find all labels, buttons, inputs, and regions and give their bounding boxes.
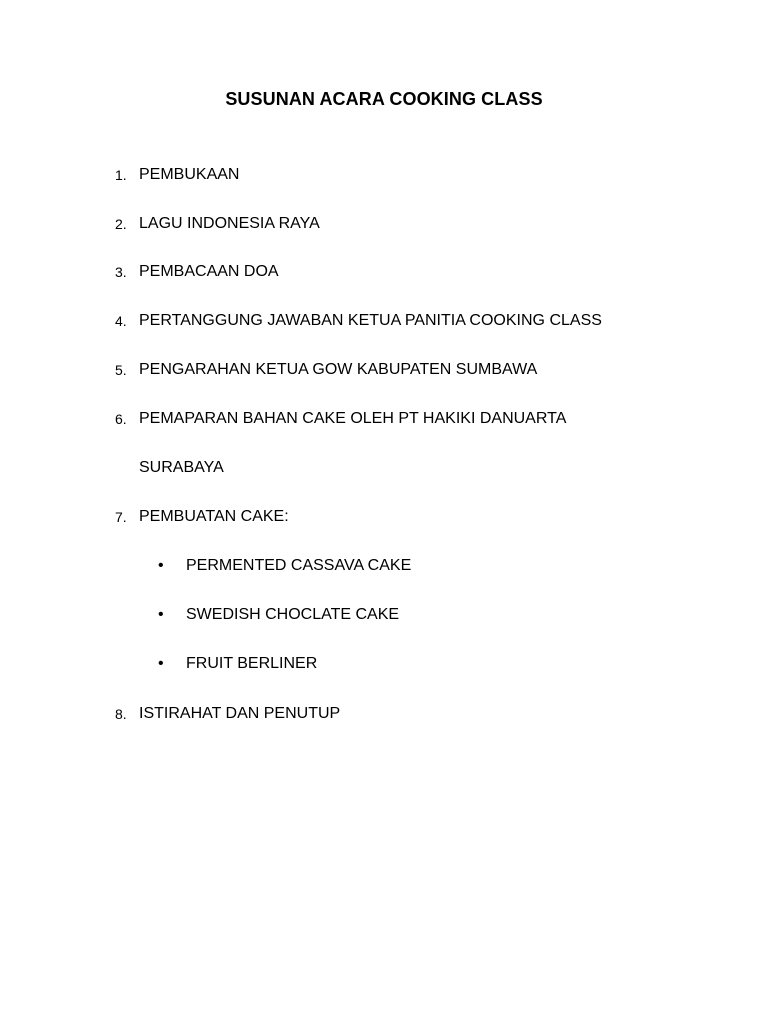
list-item (0, 213, 768, 235)
list-item (0, 164, 768, 186)
sub-list-item (0, 555, 768, 577)
list-item (0, 408, 768, 430)
item-text-continuation: SURABAYA (139, 459, 224, 476)
item-text: PEMBACAAN DOA (139, 263, 279, 280)
item-text: PENGARAHAN KETUA GOW KABUPATEN SUMBAWA (139, 361, 538, 378)
sub-item-text: SWEDISH CHOCLATE CAKE (186, 606, 400, 623)
item-number: 1. (115, 167, 127, 183)
item-text: PEMBUKAAN (139, 166, 240, 183)
item-number: 8. (115, 706, 127, 722)
bullet-icon: • (158, 557, 164, 574)
item-text: ISTIRAHAT DAN PENUTUP (139, 705, 341, 722)
sub-item-text: FRUIT BERLINER (186, 655, 318, 672)
document-title: SUSUNAN ACARA COOKING CLASS (225, 89, 543, 109)
list-item (0, 703, 768, 725)
bullet-icon: • (158, 655, 164, 672)
sub-item-text: PERMENTED CASSAVA CAKE (186, 557, 412, 574)
bullet-icon: • (158, 606, 164, 623)
sub-list-item (0, 653, 768, 675)
list-item (0, 261, 768, 283)
item-number: 3. (115, 264, 127, 280)
item-text: PEMAPARAN BAHAN CAKE OLEH PT HAKIKI DANUARTA (139, 410, 567, 427)
item-number: 4. (115, 313, 127, 329)
item-text: PEMBUATAN CAKE: (139, 508, 289, 525)
list-item-continuation (0, 457, 768, 479)
sub-list-item (0, 604, 768, 626)
item-text: LAGU INDONESIA RAYA (139, 215, 320, 232)
item-number: 6. (115, 411, 127, 427)
list-item (0, 310, 768, 332)
list-item (0, 506, 768, 528)
list-item (0, 359, 768, 381)
item-number: 7. (115, 509, 127, 525)
item-number: 2. (115, 216, 127, 232)
item-text: PERTANGGUNG JAWABAN KETUA PANITIA COOKING CLASS (139, 312, 602, 329)
item-number: 5. (115, 362, 127, 378)
